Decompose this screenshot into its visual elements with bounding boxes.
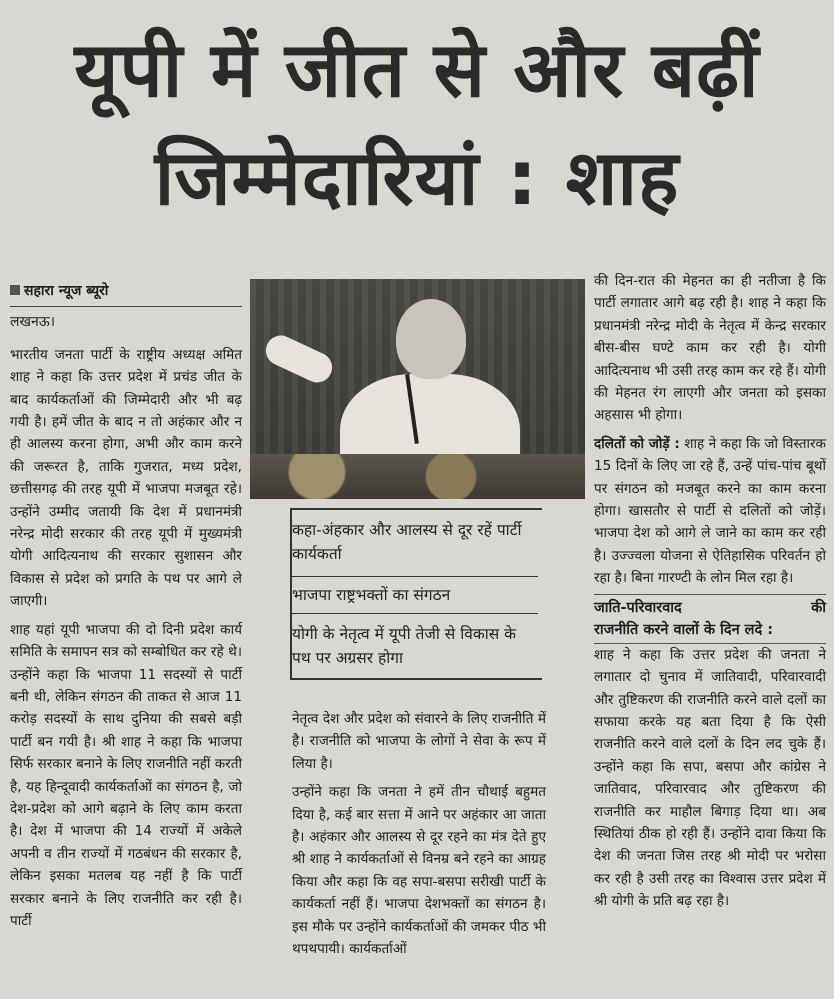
col3-paragraph-2 (594, 433, 826, 590)
col2-paragraph-1: नेतृत्व देश और प्रदेश को संवारने के लिए राजनीति में है। राजनीति को भाजपा के लोगों ने सेवा के रूप में लिया है। (292, 711, 546, 772)
headline-line-1: यूपी में जीत से और बढ़ीं (74, 25, 760, 114)
speaker-photo (250, 279, 585, 499)
col2-paragraph-2: उन्होंने कहा कि जनता ने हमें तीन चौथाई बहुमत दिया है, कई बार सत्ता में आने पर अहंकार आ जाता है। अहंकार और आलस्य से दूर रहने का मंत्र देते हुए श्री शाह ने कार्यकर्ताओं से विनम्र बने रहने का आग्रह किया और कहा कि वह सपा-बसपा सरीखी पार्टी के कार्यकर्ता नहीं हैं। भाजपा देशभक्तों का संगठन है। इस मौके पर उन्होंने कार्यकर्ताओं की जमकर पीठ भी थपथपायी। कार्यकर्ताओं (292, 784, 546, 958)
subheading-dalit: दलितों को जोड़ें : (594, 435, 680, 452)
pullquote-1: कहा-अंहकार और आलस्य से दूर रहें पार्टी कार्यकर्ता (292, 521, 522, 563)
pullquote-box (292, 516, 538, 674)
byline (10, 280, 242, 307)
col3-paragraph-3: शाह ने कहा कि उत्तर प्रदेश की जनता ने लगातार दो चुनाव में जातिवादी, परिवारवादी और तुष्टिकरण की राजनीति करने वाले दलों का सफाया करके यह बता दिया है कि ऐसी राजनीति करने वाले दलों के दिन लद चुके हैं। उन्होंने कहा कि सपा, बसपा और कांग्रेस ने जातिवाद, परिवारवाद और तुष्टिकरण की राजनीति कर माहौल बिगाड़ दिया था। अब स्थितियां ठीक हो रही हैं। उन्होंने दावा किया कि देश की जनता जिस तरह श्री मोदी पर भरोसा कर रही है उसी तरह का विश्वास उत्तर प्रदेश में श्री योगी के प्रति बढ़ रहा है। (594, 646, 826, 910)
article-column-1 (10, 280, 242, 932)
subheading-caste-politics (594, 594, 826, 644)
col1-paragraph-2: शाह यहां यूपी भाजपा की दो दिनी प्रदेश कार्य समिति के समापन सत्र को सम्बोधित कर रहे थे। उन्होंने कहा कि भाजपा 11 सदस्यों से पार्टी बनी थी, लेकिन संगठन की ताकत से आज 11 करोड़ सदस्यों के साथ दुनिया की सबसे बड़ी पार्टी बन गयी है। श्री शाह ने कहा कि भाजपा सिर्फ सरकार बनाने के लिए राजनीति नहीं करती है, यह हिन्दूवादी कार्यकर्ताओं का संगठन है, जो देश-प्रदेश को आगे बढ़ाने के लिए काम करता है। देश में भाजपा की 14 राज्यों में अकेले अपनी व तीन राज्यों में गठबंधन की सरकार है, लेकिन इसका मतलब यह नहीं है कि पार्टी सरकार बनाने के लिए राजनीति कर रही है। पार्टी (10, 621, 242, 929)
subheading-caste-line2: राजनीति करने वालों के दिन लदे : (594, 621, 774, 638)
col3-paragraph-1: की दिन-रात की मेहनत का ही नतीजा है कि पार्टी लगातार आगे बढ़ रही है। शाह ने कहा कि प्रधानमंत्री नरेन्द्र मोदी के नेतृत्व में केन्द्र सरकार बीस-बीस घण्टे काम कर रही है। योगी आदित्यनाथ भी उसी तरह काम कर रहे हैं। योगी की मेहनत रंग लाएगी और जनता को इसका अहसास भी होगा। (594, 273, 826, 424)
dateline: लखनऊ। (10, 314, 56, 331)
article-column-2 (292, 708, 546, 960)
headline-line-2: जिम्मेदारियां : शाह (154, 133, 680, 222)
pullquote-3: योगी के नेतृत्व में यूपी तेजी से विकास के पथ पर अग्रसर होगा (292, 625, 517, 667)
subheading-caste-right: की (811, 599, 826, 616)
byline-text: सहारा न्यूज ब्यूरो (24, 283, 109, 299)
pullquote-2: भाजपा राष्ट्रभक्तों का संगठन (292, 576, 538, 614)
pullquote-bottom-rule (290, 678, 542, 680)
subheading-caste-left: जाति-परिवारवाद (594, 599, 682, 616)
col1-paragraph-1: भारतीय जनता पार्टी के राष्ट्रीय अध्यक्ष अमित शाह ने कहा कि उत्तर प्रदेश में प्रचंड जीत के बाद कार्यकर्ताओं की जिम्मेदारी और भी बढ़ गयी है। हमें जीत के बाद न तो अहंकार और न ही आलस्य करना होगा, अभी और काम करने की जरूरत है, ताकि गुजरात, मध्य प्रदेश, छत्तीसगढ़ की तरह यूपी में भाजपा मजबूत रहे। उन्होंने उम्मीद जतायी कि देश में प्रधानमंत्री नरेन्द्र मोदी सरकार की तरह यूपी में मुख्यमंत्री योगी आदित्यनाथ की सरकार सुशासन और विकास से प्रदेश को प्रगति के पथ पर आगे ले जाएगी। (10, 346, 242, 610)
col3-paragraph-2-text: शाह ने कहा कि जो विस्तारक 15 दिनों के लिए जा रहे हैं, उन्हें पांच-पांच बूथों पर संगठन को मजबूत करने का काम करना होगा। खासतौर से पार्टी से दलितों को जोड़ें। भाजपा देश को आगे ले जाने का काम कर रही है। उज्ज्वला योजना से ऐतिहासिक परिवर्तन हो रहा है। बिना गारण्टी के लोन मिल रहा है। (594, 435, 827, 587)
article-column-3 (594, 270, 826, 913)
bullet-square-icon (10, 285, 20, 295)
pullquote-top-rule (290, 508, 542, 510)
